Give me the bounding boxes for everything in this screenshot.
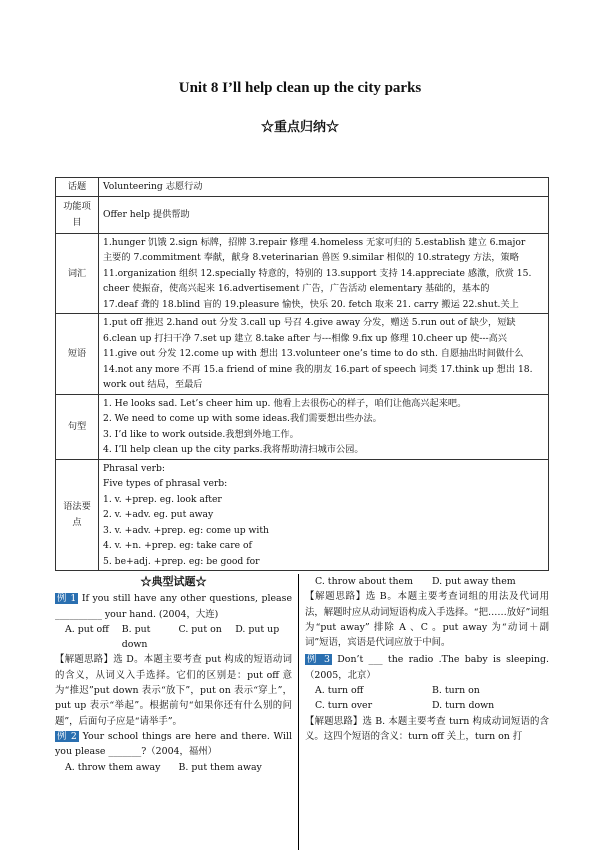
grammar-line: 2. v. +adv. eg. put away <box>103 509 214 520</box>
example-tag: 例 1 <box>57 593 77 605</box>
sentence-line: 3. I’d like to work outside.我想到外地工作。 <box>103 428 299 440</box>
option: B. put them away <box>178 761 262 773</box>
question-text: Your school things are here and there. Will you please _______?（2004，福州） <box>55 730 293 758</box>
row-content <box>99 394 549 459</box>
question-text: Don’t ___ the radio .The baby is sleeping.（2005，北京） <box>305 654 549 681</box>
example-tag: 例 2 <box>57 730 77 742</box>
example-1-question <box>55 591 292 622</box>
vocab-line: 1.hunger 饥饿 2.sign 标牌，招牌 3.repair 修理 4.homeless 无家可归的 5.establish 建立 6.major <box>103 236 526 248</box>
option: A. put off <box>65 623 109 635</box>
phrase-line: 1.put off 推迟 2.hand out 分发 3.call up 号召 4.give away 分发，赠送 5.run out of 缺少，短缺 <box>103 317 516 328</box>
summary-table <box>55 177 549 571</box>
example-3-analysis: 【解题思路】选 B. 本题主要考查 turn 构成动词短语的含义。这四个短语的含义：turn off 关上，turn on 打 <box>305 715 549 742</box>
option: A. turn off <box>315 685 364 697</box>
phrase-line: work out 结局，至最后 <box>103 379 203 390</box>
option: C. put on <box>178 623 222 635</box>
question-text: If you still have any other questions, please __________ your hand. (2004，大连) <box>55 593 292 620</box>
table-row-phrases <box>56 314 549 395</box>
grammar-line: Five types of phrasal verb: <box>103 478 228 489</box>
option: A. throw them away <box>65 761 161 773</box>
vocab-line: 主要的 7.commitment 奉献，献身 8.veterinarian 兽医 9.similar 相似的 10.strategy 方法，策略 <box>103 252 519 263</box>
phrase-line: 11.give out 分发 12.come up with 想出 13.volunteer one’s time to do sth. 自愿抽出时间做什么 <box>103 348 524 359</box>
row-label: 功能项目 <box>56 196 99 233</box>
example-2-options-continued <box>305 574 549 589</box>
example-3-options-row2 <box>305 698 549 713</box>
example-1-options <box>55 622 292 653</box>
sentence-line: 1. He looks sad. Let’s cheer him up. 他看上去很伤心的样子，咱们让他高兴起来吧。 <box>103 397 467 409</box>
grammar-line: Phrasal verb: <box>103 462 166 474</box>
table-row-function <box>56 196 549 233</box>
option: D. put away them <box>432 576 516 587</box>
option: B. put down <box>121 623 151 651</box>
row-content: Offer help 提供帮助 <box>99 196 549 233</box>
vocab-line: 17.deaf 聋的 18.blind 盲的 19.pleasure 愉快，快乐 20. fetch 取来 21. carry 搬运 22.shut.关上 <box>103 298 519 310</box>
example-1-analysis: 【解题思路】选 D。本题主要考查 put 构成的短语动词的含义，从词义入手选择。它们的区别是：put off 意为“推迟”put down 表示“放下”，put on 表示“穿上”，put up 表示“举起”。根据前句“如果你还有什么别的问题”，后面句子应是“请举手”。 <box>55 654 292 727</box>
exercises-heading: ☆典型试题☆ <box>140 575 207 588</box>
page-title: Unit 8 I’ll help clean up the city parks <box>178 80 422 96</box>
option: C. turn over <box>315 700 373 712</box>
table-row-vocabulary <box>56 233 549 314</box>
option: B. turn on <box>432 685 480 697</box>
grammar-line: 3. v. +adv. +prep. eg: come up with <box>103 524 269 536</box>
grammar-line: 1. v. +prep. eg. look after <box>103 493 222 505</box>
option: D. put up <box>235 623 280 635</box>
sentence-line: 4. I’ll help clean up the city parks.我将帮助清扫城市公园。 <box>103 444 364 455</box>
table-row-topic <box>56 178 549 197</box>
example-3-question <box>305 652 549 683</box>
row-content <box>99 233 549 314</box>
grammar-line: 5. be+adj. +prep. eg: be good for <box>103 555 260 567</box>
option: C. throw about them <box>315 576 413 587</box>
vocab-line: 11.organization 组织 12.specially 特意的，特别的 13.support 支持 14.appreciate 感激，欣赏 15. <box>103 267 532 279</box>
right-column <box>305 574 549 744</box>
grammar-line: 4. v. +n. +prep. eg: take care of <box>103 540 252 551</box>
sentence-line: 2. We need to come up with some ideas.我们需要想出些办法。 <box>103 413 382 424</box>
example-2-options <box>55 760 292 775</box>
left-column <box>55 574 292 775</box>
row-label: 短语 <box>56 314 99 395</box>
table-row-grammar <box>56 459 549 571</box>
row-content <box>99 314 549 395</box>
option: D. turn down <box>432 700 495 712</box>
row-content: Volunteering 志愿行动 <box>99 178 549 197</box>
example-2-analysis: 【解题思路】选 B。本题主要考查词组的用法及代词用法，解题时应从动词短语构成入手选择。“把……放好”词组为“put away” 排除 A 、C 。put away 为“动词＋副词”短语，宾语是代词应放于中间。 <box>305 591 549 649</box>
example-2-question <box>55 729 292 760</box>
row-label: 话题 <box>56 178 99 197</box>
row-label: 句型 <box>56 394 99 459</box>
example-3-options-row1 <box>305 683 549 698</box>
section-heading-key-points: ☆重点归纳☆ <box>260 120 339 135</box>
vocab-line: cheer 使振奋，使高兴起来 16.advertisement 广告，广告活动 elementary 基础的，基本的 <box>103 283 490 294</box>
table-row-sentences <box>56 394 549 459</box>
row-label: 语法要点 <box>56 459 99 571</box>
example-tag: 例 3 <box>307 654 330 666</box>
phrase-line: 6.clean up 打扫干净 7.set up 建立 8.take after 与---相像 9.fix up 修理 10.cheer up 使---高兴 <box>103 332 507 344</box>
column-divider <box>298 574 299 850</box>
row-content <box>99 459 549 571</box>
phrase-line: 14.not any more 不再 15.a friend of mine 我的朋友 16.part of speech 词类 17.think up 想出 18. <box>103 363 533 375</box>
row-label: 词汇 <box>56 233 99 314</box>
